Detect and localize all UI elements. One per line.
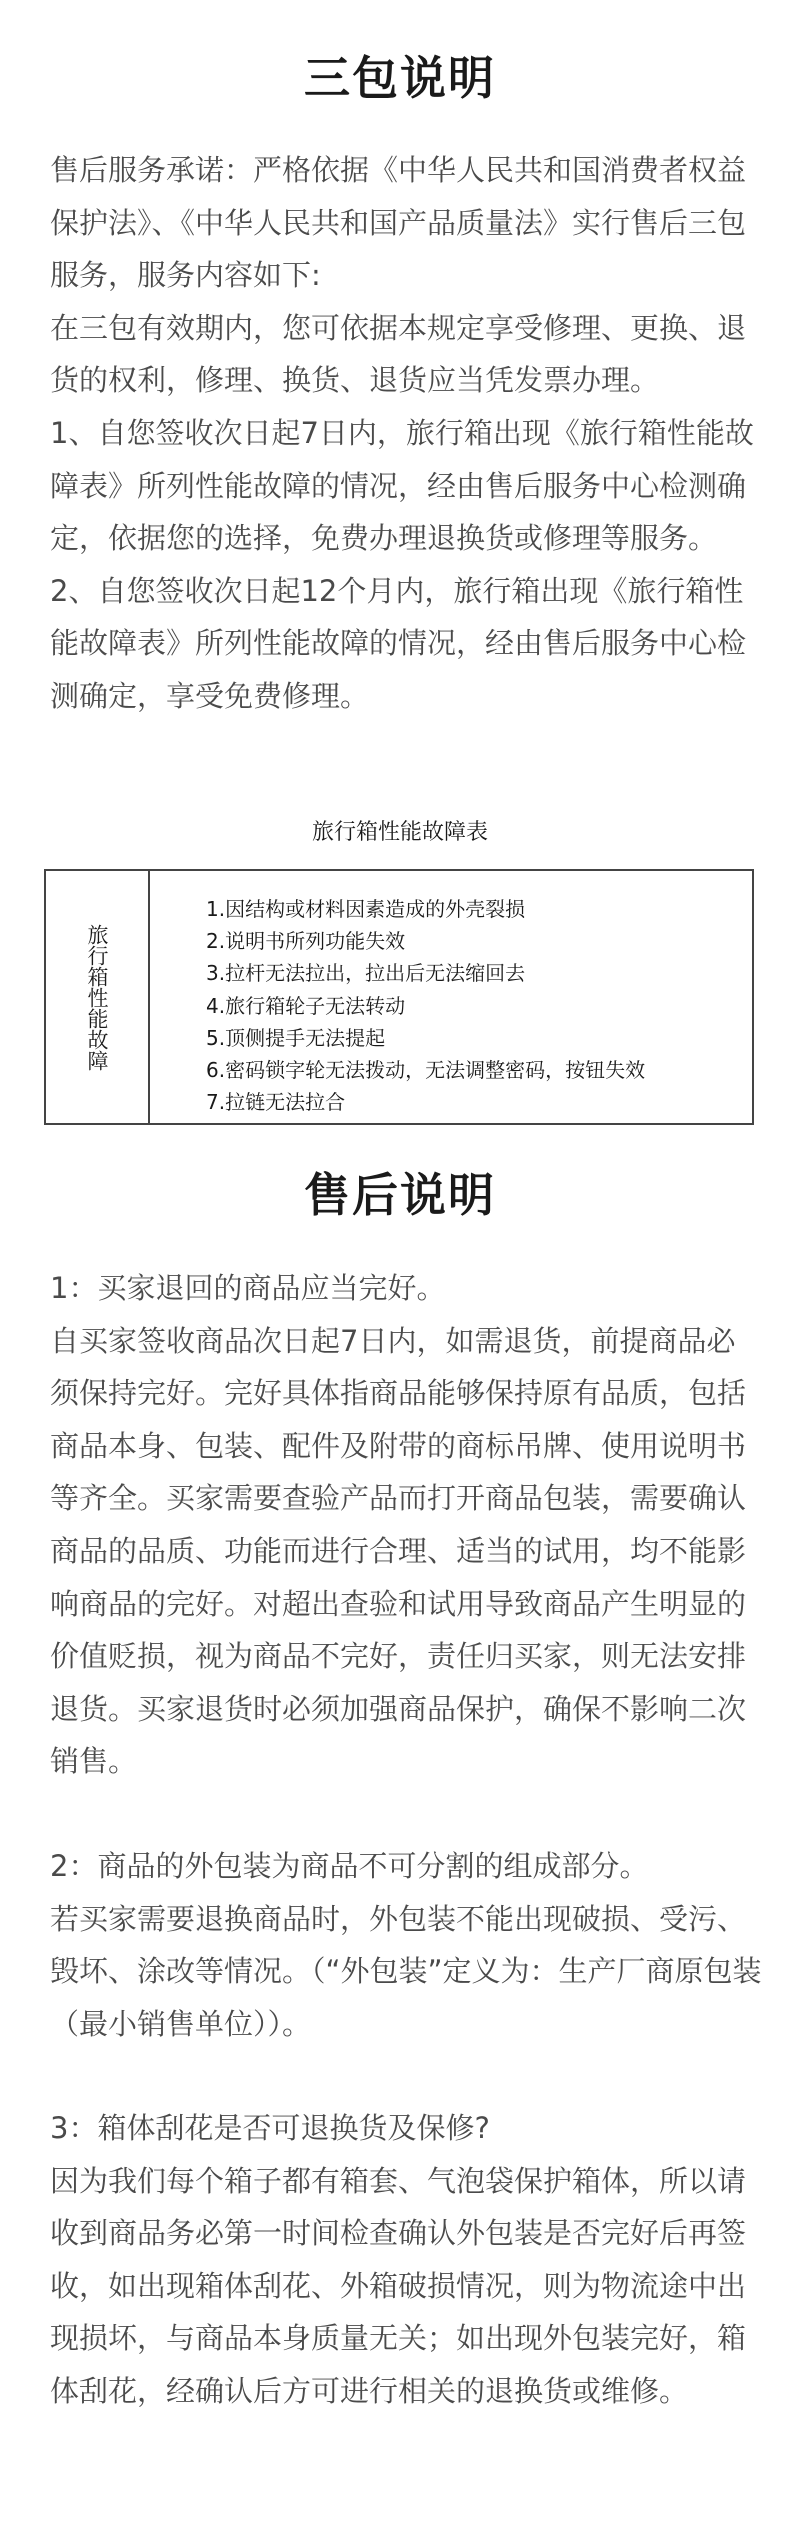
fault-item: 4.旅行箱轮子无法转动 bbox=[206, 993, 406, 1018]
item-3-body: 因为我们每个箱子都有箱套、气泡袋保护箱体，所以请收到商品务必第一时间检查确认外包装是否完好后再签收，如出现箱体刮花、外箱破损情况，则为物流途中出现损坏，与商品本身质量无关；如出现外包装完好，箱体刮花，经确认后方可进行相关的退换货或维修。 bbox=[50, 2163, 747, 2408]
after-sales-item-3 bbox=[50, 2102, 762, 2418]
fault-item: 7.拉链无法拉合 bbox=[206, 1090, 346, 1115]
after-sales-item-2 bbox=[50, 1840, 762, 2050]
item-3-heading: 3：箱体刮花是否可退换货及保修? bbox=[50, 2111, 490, 2145]
fault-item: 1.因结构或材料因素造成的外壳裂损 bbox=[206, 897, 526, 921]
item-2-body: 若买家需要退换商品时，外包装不能出现破损、受污、毁坏、涂改等情况。（“外包装”定义为：生产厂商原包装（最小销售单位））。 bbox=[50, 1901, 762, 2041]
fault-table-items-cell bbox=[150, 871, 752, 1123]
fault-item: 2.说明书所列功能失效 bbox=[206, 929, 406, 954]
after-sales-title: 售后说明 bbox=[304, 1168, 496, 1222]
fault-list bbox=[206, 893, 752, 1118]
fault-item: 3.拉杆无法拉出，拉出后无法缩回去 bbox=[206, 961, 526, 986]
item-1-heading: 1：买家退回的商品应当完好。 bbox=[50, 1271, 446, 1305]
fault-table-side-cell bbox=[46, 871, 150, 1123]
seven-day-clause: 1、自您签收次日起7日内，旅行箱出现《旅行箱性能故障表》所列性能故障的情况，经由售后服务中心检测确定，依据您的选择，免费办理退换货或修理等服务。 bbox=[50, 415, 754, 556]
three-guarantees-text bbox=[50, 144, 762, 723]
fault-table-caption: 旅行箱性能故障表 bbox=[311, 820, 488, 845]
fault-table bbox=[44, 869, 754, 1125]
fault-item: 6.密码锁字轮无法拨动，无法调整密码，按钮失效 bbox=[206, 1058, 646, 1083]
item-1-body: 自买家签收商品次日起7日内，如需退货，前提商品必须保持完好。完好具体指商品能够保持原有品质，包括商品本身、包装、配件及附带的商标吊牌、使用说明书等齐全。买家需要查验产品而打开商品包装，需要确认商品的品质、功能而进行合理、适当的试用，均不能影响商品的完好。对超出查验和试用导致商品产生明显的价值贬损，视为商品不完好，责任归买家，则无法安排退货。买家退货时必须加强商品保护，确保不影响二次销售。 bbox=[50, 1323, 747, 1779]
service-commitment-paragraph: 售后服务承诺：严格依据《中华人民共和国消费者权益保护法》、《中华人民共和国产品质量法》实行售后三包服务，服务内容如下: bbox=[50, 153, 747, 293]
item-2-heading: 2：商品的外包装为商品不可分割的组成部分。 bbox=[50, 1849, 649, 1883]
twelve-month-clause: 2、自您签收次日起12个月内，旅行箱出现《旅行箱性能故障表》所列性能故障的情况，经由售后服务中心检测确定，享受免费修理。 bbox=[50, 573, 747, 713]
three-guarantees-title: 三包说明 bbox=[304, 51, 496, 105]
fault-item: 5.顶侧提手无法提起 bbox=[206, 1025, 386, 1050]
rights-paragraph: 在三包有效期内，您可依据本规定享受修理、更换、退货的权利，修理、换货、退货应当凭发票办理。 bbox=[50, 310, 747, 398]
after-sales-item-1 bbox=[50, 1262, 762, 1788]
fault-table-side-label: 旅行箱性能故障 bbox=[85, 923, 109, 1071]
